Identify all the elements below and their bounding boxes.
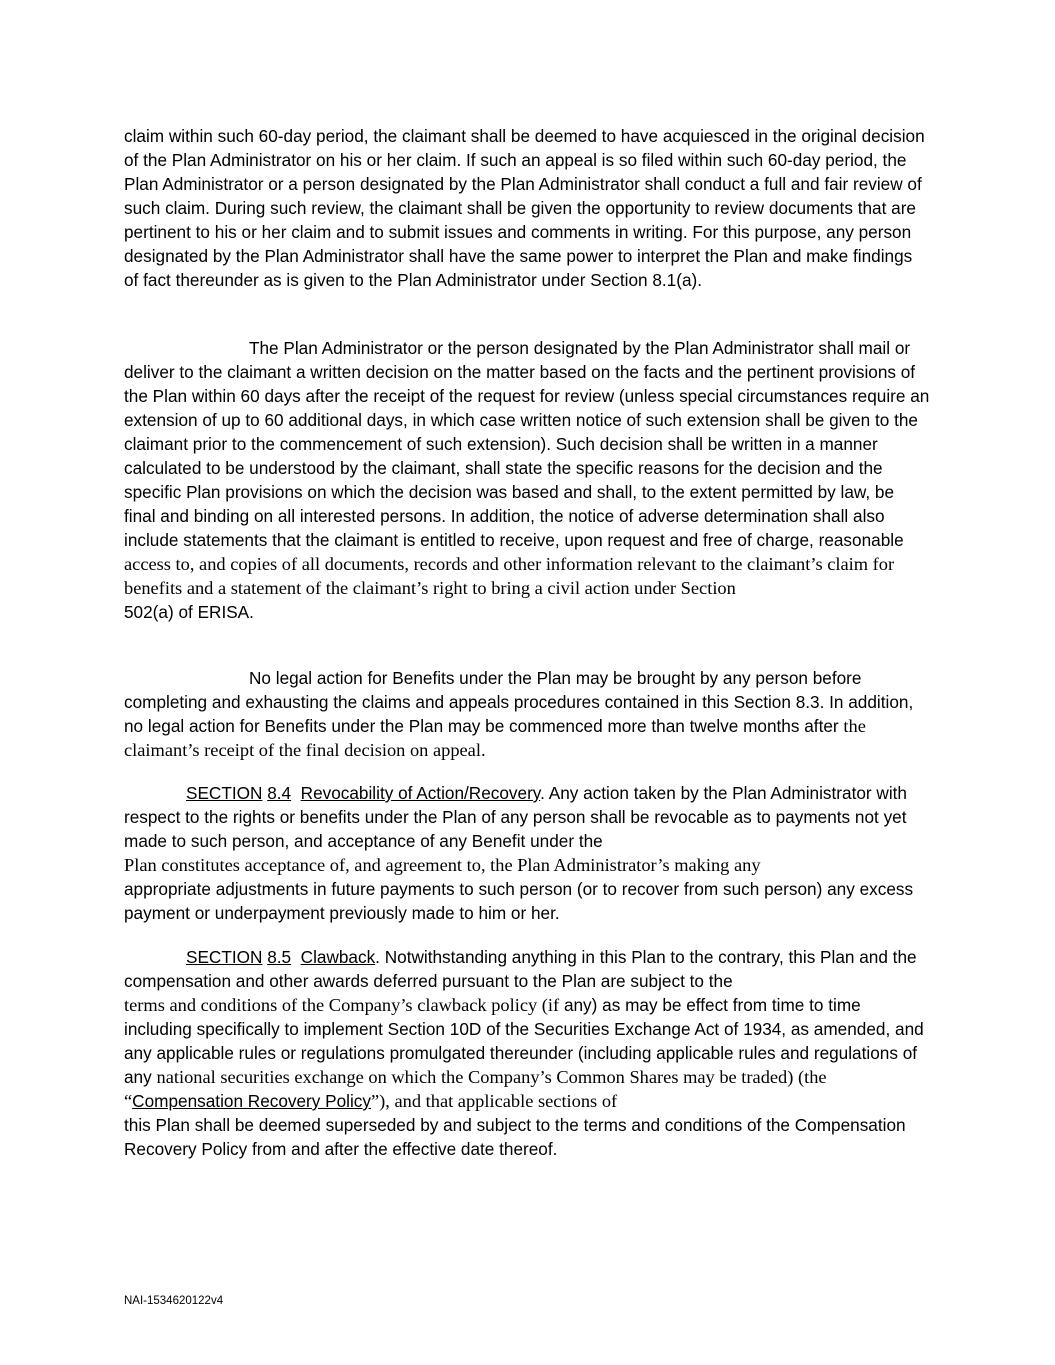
section-number: 8.4 <box>267 783 292 803</box>
paragraph-text: 502(a) of ERISA. <box>124 602 254 622</box>
section-number: 8.5 <box>267 947 292 967</box>
paragraph-text: this Plan shall be deemed superseded by and subject to the terms and conditions of the Compensation Recovery Policy from and after the effective date thereof. <box>124 1115 906 1159</box>
paragraph-text: claim within such 60-day period, the claimant shall be deemed to have acquiesced in the original decision of the Plan Administrator on his or her claim. If such an appeal is so filed within such 60-day period, the Plan Administrator or a person designated by the Plan Administrator shall conduct a full and fair review of such claim. During such review, the claimant shall be given the opportunity to review documents that are pertinent to his or her claim and to submit issues and comments in writing. For this purpose, any person designated by the Plan Administrator shall have the same power to interpret the Plan and make findings of fact thereunder as is given to the Plan Administrator under Section 8.1(a). <box>124 126 925 290</box>
paragraph-text: . Notwithstanding anything in this Plan to the contrary, this Plan and the compensation and other awards deferred pursuant to the Plan are subject to the <box>124 947 917 991</box>
paragraph-text: ”), and that applicable sections of <box>371 1091 618 1111</box>
section-heading: Clawback <box>300 947 376 967</box>
section-label: SECTION <box>186 783 263 803</box>
paragraph-review-decision <box>124 336 930 624</box>
paragraph-text: The Plan Administrator or the person designated by the Plan Administrator shall mail or deliver to the claimant a written decision on the matter based on the facts and the pertinent provisions of the Plan within 60 days after the receipt of the request for review (unless special circumstances require an extension of up to 60 additional days, in which case written notice of such extension shall be given to the claimant prior to the commencement of such extension). Such decision shall be written in a manner calculated to be understood by the claimant, shall state the specific reasons for the decision and the specific Plan provisions on which the decision was based and shall, to the extent permitted by law, be final and binding on all interested persons. In addition, the notice of adverse determination shall also include statements that the claimant is entitled to receive, upon request and free of charge, reasonable <box>124 338 930 550</box>
paragraph-legal-action <box>124 666 930 762</box>
paragraph-text: terms and conditions of the Company’s clawback policy (if <box>124 995 560 1015</box>
paragraph-text: national securities exchange on which the Company’s Common Shares may be traded) (the “ <box>124 1067 827 1111</box>
section-label: SECTION <box>186 947 263 967</box>
section-8-5 <box>124 945 930 1161</box>
paragraph-text: appropriate adjustments in future payments to such person (or to recover from such person) any excess payment or underpayment previously made to him or her. <box>124 879 914 923</box>
paragraph-text: No legal action for Benefits under the Plan may be brought by any person before completing and exhausting the claims and appeals procedures contained in this Section 8.3. In addition, no legal action for Benefits under the Plan may be commenced more than twelve months after <box>124 668 914 736</box>
section-heading: Revocability of Action/Recovery <box>300 783 541 803</box>
paragraph-claim-appeal <box>124 124 930 292</box>
document-id-footer: NAI-1534620122v4 <box>124 1295 224 1307</box>
paragraph-text: Plan constitutes acceptance of, and agreement to, the Plan Administrator’s making any <box>124 855 761 875</box>
section-8-4 <box>124 781 930 925</box>
paragraph-text: any) as may be effect from time to time including specifically to implement Section 10D of the Securities Exchange Act of 1934, as amended, and any applicable rules or regulations promulgated thereunder (including applicable rules and regulations of any <box>124 995 924 1087</box>
paragraph-text: . Any action taken by the Plan Administrator with respect to the rights or benefits under the Plan of any person shall be revocable as to payments not yet made to such person, and acceptance of any Benefit under the <box>124 783 907 851</box>
defined-term: Compensation Recovery Policy <box>132 1091 371 1111</box>
paragraph-text: access to, and copies of all documents, records and other information relevant to the claimant’s claim for benefits and a statement of the claimant’s right to bring a civil action under Section <box>124 554 895 598</box>
paragraph-text: the claimant’s receipt of the final decision on appeal. <box>124 716 866 760</box>
